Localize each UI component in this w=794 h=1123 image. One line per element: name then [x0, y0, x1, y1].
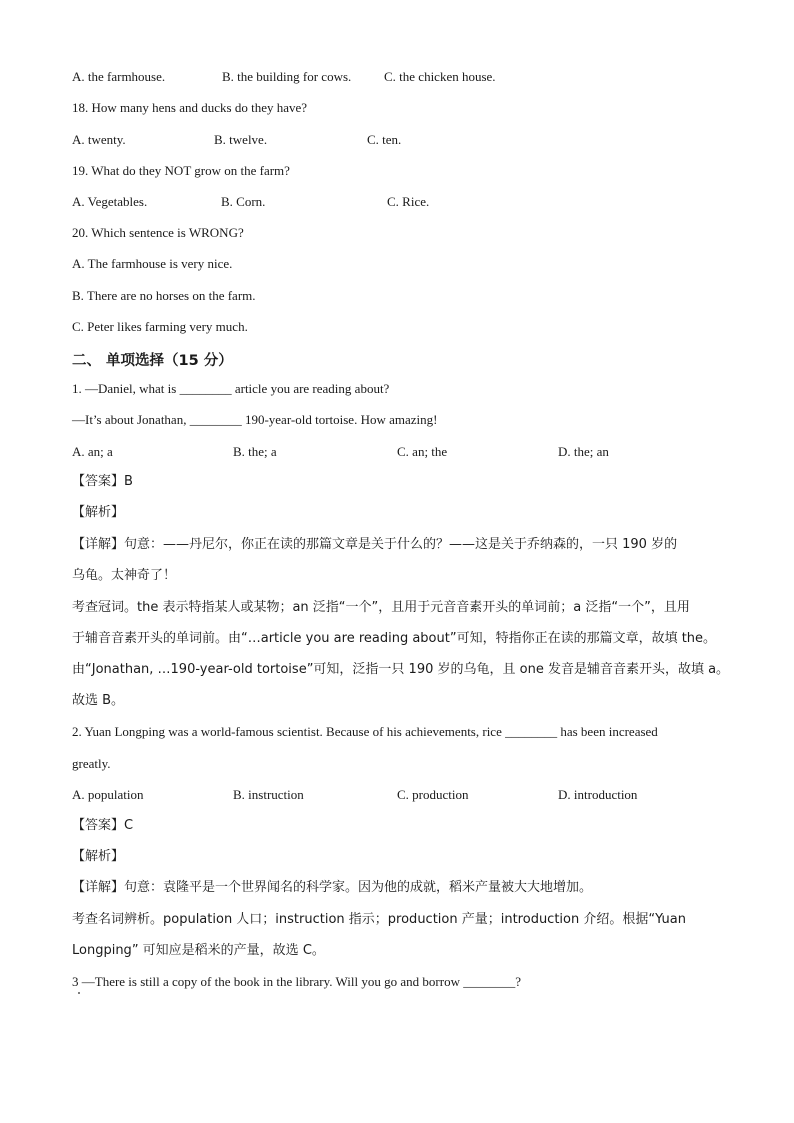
q2-line-1: 2. Yuan Longping was a world-famous scientist. Because of his achievements, rice ________ has been increased: [72, 724, 658, 739]
q1-detail-line-1: 【详解】句意：——丹尼尔，你正在读的那篇文章是关于什么的？——这是关于乔纳森的，一只 190 岁的: [72, 537, 678, 552]
q17-option-c: C. the chicken house.: [384, 69, 496, 84]
q1-line-2: —It’s about Jonathan, ________ 190-year-old tortoise. How amazing!: [72, 412, 438, 427]
q2-option-a: A. population: [72, 787, 144, 802]
q1-option-c: C. an; the: [397, 444, 448, 459]
q2-option-b: B. instruction: [233, 787, 304, 802]
q20-option-c: C. Peter likes farming very much.: [72, 319, 248, 334]
q20-option-b: B. There are no horses on the farm.: [72, 288, 256, 303]
stray-dot: [78, 992, 80, 994]
q18-option-c: C. ten.: [367, 132, 402, 147]
q19-option-b: B. Corn.: [221, 194, 266, 209]
q20-question: 20. Which sentence is WRONG?: [72, 225, 244, 240]
q1-line-1: 1. —Daniel, what is ________ article you are reading about?: [72, 381, 390, 396]
q1-explanation-line-2: 于辅音音素开头的单词前。由“…article you are reading about”可知，特指你正在读的那篇文章，故填 the。: [72, 631, 717, 646]
q1-explanation-line-3: 由“Jonathan, …190-year-old tortoise”可知，泛指一只 190 岁的乌龟，且 one 发音是辅音音素开头，故填 a。: [72, 662, 730, 677]
q1-explanation-line-1: 考查冠词。the 表示特指某人或某物；an 泛指“一个”，且用于元音音素开头的单词前；a 泛指“一个”，且用: [72, 600, 690, 615]
q1-analysis-label: 【解析】: [72, 505, 125, 520]
q18-question: 18. How many hens and ducks do they have?: [72, 100, 308, 115]
q1-answer: 【答案】B: [72, 474, 133, 489]
q2-answer: 【答案】C: [72, 818, 134, 833]
q1-option-b: B. the; a: [233, 444, 277, 459]
q17-option-b: B. the building for cows.: [222, 69, 352, 84]
q2-option-c: C. production: [397, 787, 469, 802]
q19-option-c: C. Rice.: [387, 194, 430, 209]
q1-explanation-line-4: 故选 B。: [72, 693, 125, 708]
q18-option-a: A. twenty.: [72, 132, 126, 147]
section-heading: 二、 单项选择（15 分）: [72, 353, 233, 369]
q2-option-d: D. introduction: [558, 787, 638, 802]
q20-option-a: A. The farmhouse is very nice.: [72, 256, 233, 271]
q3-line-1: 3 —There is still a copy of the book in the library. Will you go and borrow ________?: [72, 974, 521, 989]
q1-option-a: A. an; a: [72, 444, 113, 459]
q1-option-d: D. the; an: [558, 444, 609, 459]
q19-question: 19. What do they NOT grow on the farm?: [72, 163, 290, 178]
q2-analysis-label: 【解析】: [72, 849, 125, 864]
q2-explanation-line-1: 考查名词辨析。population 人口；instruction 指示；production 产量；introduction 介绍。根据“Yuan: [72, 912, 686, 927]
q17-option-a: A. the farmhouse.: [72, 69, 166, 84]
q2-detail-line-1: 【详解】句意：袁隆平是一个世界闻名的科学家。因为他的成就，稻米产量被大大地增加。: [72, 880, 593, 895]
q2-explanation-line-2: Longping” 可知应是稻米的产量，故选 C。: [72, 943, 325, 958]
q18-option-b: B. twelve.: [214, 132, 268, 147]
q1-detail-line-2: 乌龟。太神奇了！: [72, 568, 177, 583]
q2-line-2: greatly.: [72, 756, 111, 771]
q19-option-a: A. Vegetables.: [72, 194, 148, 209]
